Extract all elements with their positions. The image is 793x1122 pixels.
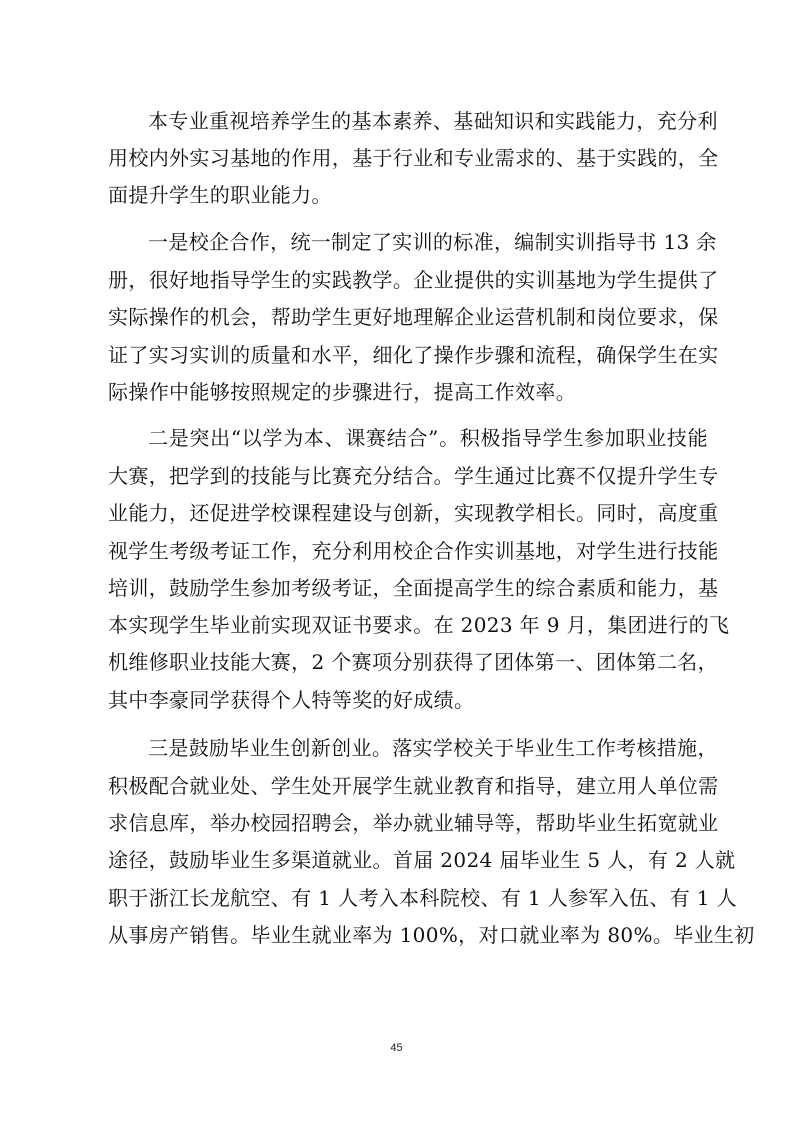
- paragraph-1-line-2: 用校内外实习基地的作用，基于行业和专业需求的、基于实践的，全: [108, 146, 719, 170]
- paragraph-3-line-3: 业能力，还促进学校课程建设与创新，实现教学相长。同时，高度重: [108, 501, 719, 525]
- paragraph-3-line-1: 二是突出“以学为本、课赛结合”。积极指导学生参加职业技能: [148, 426, 708, 450]
- paragraph-2-line-1: 一是校企合作，统一制定了实训的标准，编制实训指导书 13 余: [148, 230, 717, 254]
- paragraph-3-line-6: 本实现学生毕业前实现双证书要求。在 2023 年 9 月，集团进行的飞: [108, 613, 730, 637]
- paragraph-1-line-1: 本专业重视培养学生的基本素养、基础知识和实践能力，充分利: [148, 109, 718, 133]
- paragraph-3-line-5: 培训，鼓励学生参加考级考证，全面提高学生的综合素质和能力，基: [108, 576, 719, 600]
- paragraph-2-line-3: 实际操作的机会，帮助学生更好地理解企业运营机制和岗位要求，保: [108, 305, 719, 329]
- paragraph-4-line-5: 职于浙江长龙航空、有 1 人考入本科院校、有 1 人参军入伍、有 1 人: [108, 886, 737, 910]
- paragraph-3-line-4: 视学生考级考证工作，充分利用校企合作实训基地，对学生进行技能: [108, 539, 719, 563]
- paragraph-2-line-4: 证了实习实训的质量和水平，细化了操作步骤和流程，确保学生在实: [108, 343, 719, 367]
- paragraph-1-line-3: 面提升学生的职业能力。: [108, 183, 332, 207]
- paragraph-4-line-6: 从事房产销售。毕业生就业率为 100%，对口就业率为 80%。毕业生初: [108, 923, 755, 947]
- page-number: 45: [390, 1042, 403, 1054]
- paragraph-2-line-5: 际操作中能够按照规定的步骤进行，提高工作效率。: [108, 380, 577, 404]
- paragraph-4-line-3: 求信息库，举办校园招聘会，举办就业辅导等，帮助毕业生拓宽就业: [108, 811, 719, 835]
- paragraph-3-line-2: 大赛，把学到的技能与比赛充分结合。学生通过比赛不仅提升学生专: [108, 464, 719, 488]
- paragraph-3-line-8: 其中李豪同学获得个人特等奖的好成绩。: [108, 688, 475, 712]
- paragraph-4-line-2: 积极配合就业处、学生处开展学生就业教育和指导，建立用人单位需: [108, 774, 719, 798]
- paragraph-3-line-7: 机维修职业技能大赛，2 个赛项分别获得了团体第一、团体第二名，: [108, 650, 718, 674]
- paragraph-2-line-2: 册，很好地指导学生的实践教学。企业提供的实训基地为学生提供了: [108, 268, 719, 292]
- paragraph-4-line-1: 三是鼓励毕业生创新创业。落实学校关于毕业生工作考核措施，: [148, 736, 718, 760]
- paragraph-4-line-4: 途径，鼓励毕业生多渠道就业。首届 2024 届毕业生 5 人，有 2 人就: [108, 848, 736, 872]
